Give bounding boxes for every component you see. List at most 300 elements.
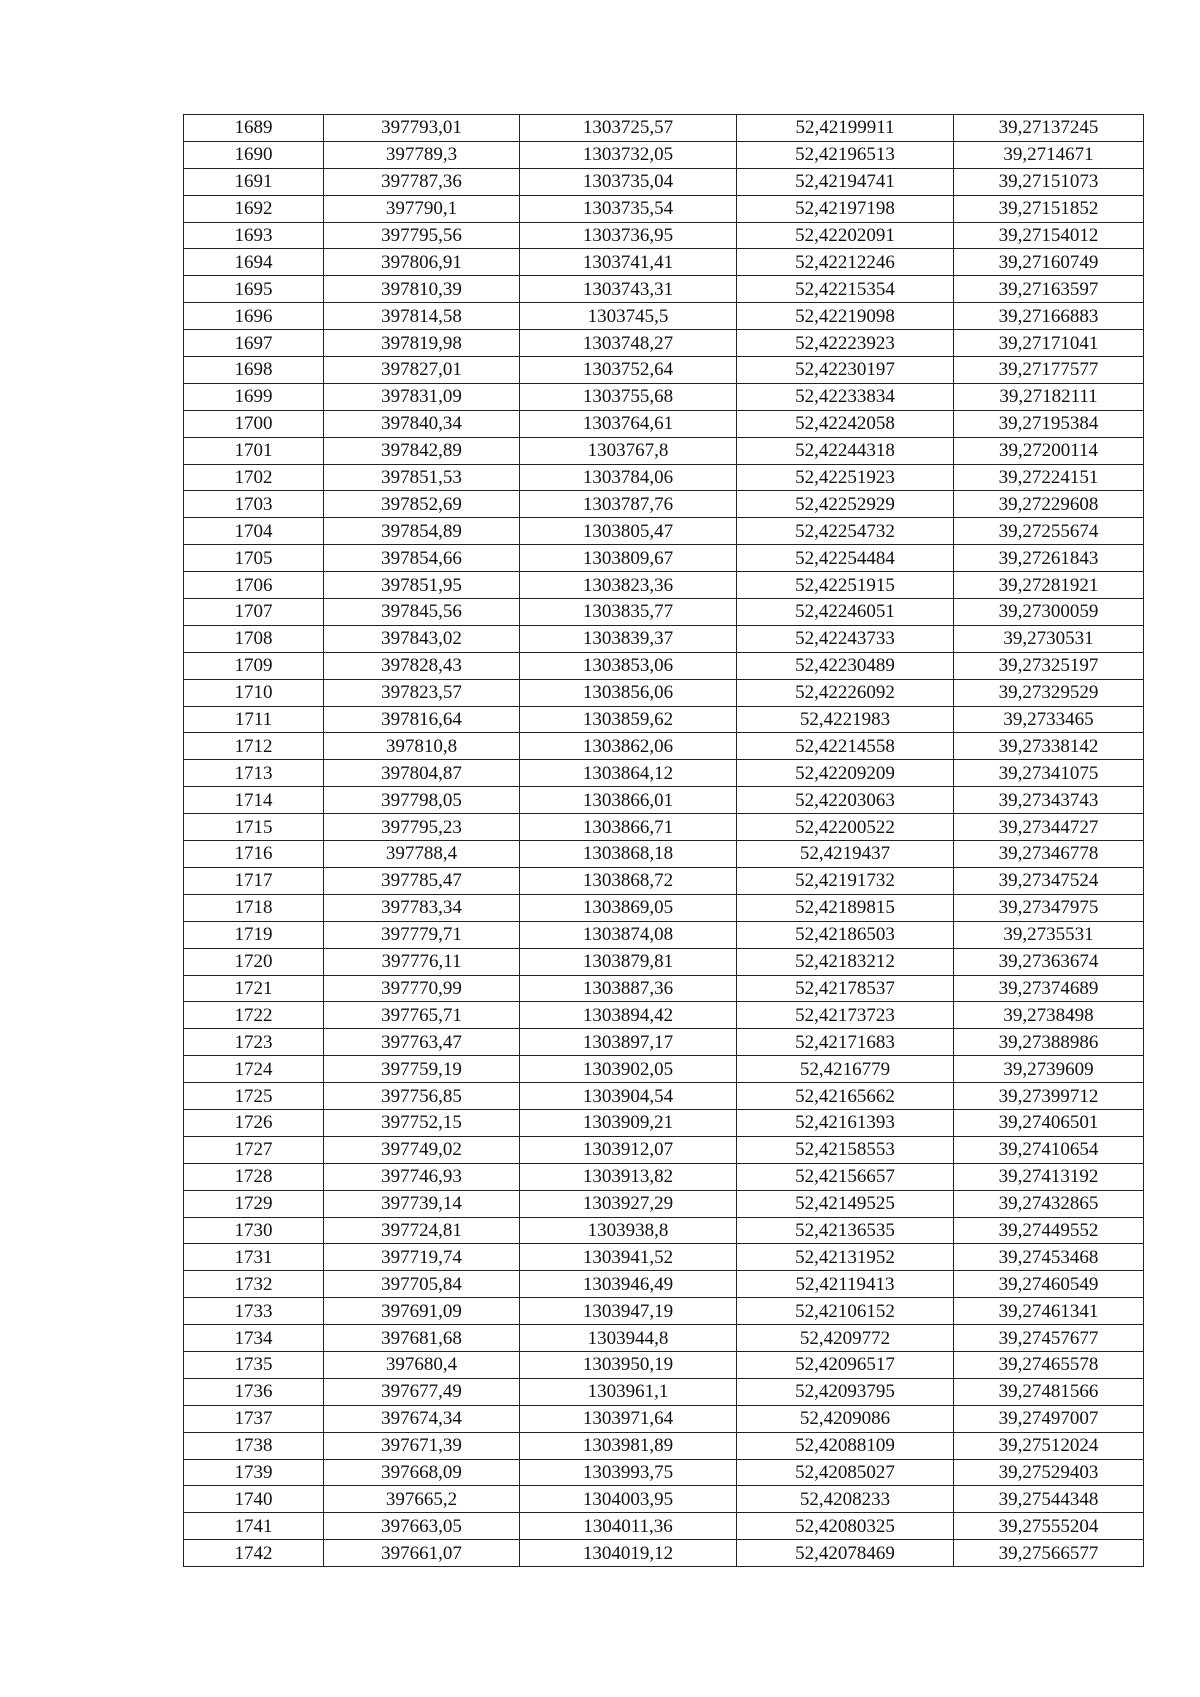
x-coordinate-cell: 397851,53	[324, 464, 520, 491]
x-coordinate-cell: 397746,93	[324, 1163, 520, 1190]
x-coordinate-cell: 397793,01	[324, 115, 520, 142]
table-row	[184, 1271, 1144, 1298]
table-row	[184, 1217, 1144, 1244]
longitude-cell: 39,27341075	[954, 760, 1144, 787]
table-row	[184, 222, 1144, 249]
longitude-cell: 39,27406501	[954, 1109, 1144, 1136]
latitude-cell: 52,42233834	[737, 383, 954, 410]
longitude-cell: 39,27343743	[954, 787, 1144, 814]
latitude-cell: 52,42078469	[737, 1540, 954, 1567]
table-row	[184, 518, 1144, 545]
table-row	[184, 491, 1144, 518]
table-row	[184, 652, 1144, 679]
y-coordinate-cell: 1303839,37	[520, 625, 737, 652]
point-number-cell: 1700	[184, 410, 324, 437]
longitude-cell: 39,27461341	[954, 1298, 1144, 1325]
latitude-cell: 52,42085027	[737, 1459, 954, 1486]
latitude-cell: 52,42183212	[737, 948, 954, 975]
longitude-cell: 39,27195384	[954, 410, 1144, 437]
x-coordinate-cell: 397705,84	[324, 1271, 520, 1298]
point-number-cell: 1694	[184, 249, 324, 276]
y-coordinate-cell: 1303764,61	[520, 410, 737, 437]
latitude-cell: 52,42226092	[737, 679, 954, 706]
y-coordinate-cell: 1303745,5	[520, 303, 737, 330]
latitude-cell: 52,42254732	[737, 518, 954, 545]
x-coordinate-cell: 397756,85	[324, 1083, 520, 1110]
point-number-cell: 1710	[184, 679, 324, 706]
y-coordinate-cell: 1304003,95	[520, 1486, 737, 1513]
latitude-cell: 52,4209772	[737, 1325, 954, 1352]
point-number-cell: 1737	[184, 1405, 324, 1432]
table-row	[184, 276, 1144, 303]
point-number-cell: 1714	[184, 787, 324, 814]
x-coordinate-cell: 397851,95	[324, 572, 520, 599]
x-coordinate-cell: 397788,4	[324, 841, 520, 868]
point-number-cell: 1704	[184, 518, 324, 545]
longitude-cell: 39,27432865	[954, 1190, 1144, 1217]
table-row	[184, 357, 1144, 384]
latitude-cell: 52,42088109	[737, 1432, 954, 1459]
latitude-cell: 52,42202091	[737, 222, 954, 249]
y-coordinate-cell: 1303787,76	[520, 491, 737, 518]
table-row	[184, 841, 1144, 868]
point-number-cell: 1740	[184, 1486, 324, 1513]
y-coordinate-cell: 1303961,1	[520, 1378, 737, 1405]
longitude-cell: 39,27413192	[954, 1163, 1144, 1190]
longitude-cell: 39,27261843	[954, 545, 1144, 572]
table-row	[184, 115, 1144, 142]
y-coordinate-cell: 1303950,19	[520, 1351, 737, 1378]
table-row	[184, 1513, 1144, 1540]
table-row	[184, 706, 1144, 733]
longitude-cell: 39,27566577	[954, 1540, 1144, 1567]
x-coordinate-cell: 397852,69	[324, 491, 520, 518]
point-number-cell: 1711	[184, 706, 324, 733]
y-coordinate-cell: 1303904,54	[520, 1083, 737, 1110]
x-coordinate-cell: 397854,89	[324, 518, 520, 545]
longitude-cell: 39,2739609	[954, 1056, 1144, 1083]
longitude-cell: 39,27346778	[954, 841, 1144, 868]
table-row	[184, 330, 1144, 357]
point-number-cell: 1702	[184, 464, 324, 491]
x-coordinate-cell: 397845,56	[324, 599, 520, 626]
x-coordinate-cell: 397785,47	[324, 867, 520, 894]
point-number-cell: 1739	[184, 1459, 324, 1486]
x-coordinate-cell: 397827,01	[324, 357, 520, 384]
latitude-cell: 52,42189815	[737, 894, 954, 921]
y-coordinate-cell: 1303909,21	[520, 1109, 737, 1136]
point-number-cell: 1692	[184, 195, 324, 222]
longitude-cell: 39,27347975	[954, 894, 1144, 921]
y-coordinate-cell: 1303736,95	[520, 222, 737, 249]
x-coordinate-cell: 397795,56	[324, 222, 520, 249]
y-coordinate-cell: 1304019,12	[520, 1540, 737, 1567]
x-coordinate-cell: 397776,11	[324, 948, 520, 975]
x-coordinate-cell: 397763,47	[324, 1029, 520, 1056]
latitude-cell: 52,42254484	[737, 545, 954, 572]
longitude-cell: 39,27497007	[954, 1405, 1144, 1432]
table-row	[184, 1029, 1144, 1056]
longitude-cell: 39,27457677	[954, 1325, 1144, 1352]
longitude-cell: 39,27151073	[954, 168, 1144, 195]
point-number-cell: 1698	[184, 357, 324, 384]
table-row	[184, 249, 1144, 276]
table-row	[184, 1002, 1144, 1029]
latitude-cell: 52,42197198	[737, 195, 954, 222]
point-number-cell: 1719	[184, 921, 324, 948]
latitude-cell: 52,42119413	[737, 1271, 954, 1298]
latitude-cell: 52,42209209	[737, 760, 954, 787]
point-number-cell: 1696	[184, 303, 324, 330]
table-row	[184, 1486, 1144, 1513]
point-number-cell: 1741	[184, 1513, 324, 1540]
point-number-cell: 1733	[184, 1298, 324, 1325]
point-number-cell: 1721	[184, 975, 324, 1002]
x-coordinate-cell: 397816,64	[324, 706, 520, 733]
point-number-cell: 1720	[184, 948, 324, 975]
latitude-cell: 52,42203063	[737, 787, 954, 814]
latitude-cell: 52,42080325	[737, 1513, 954, 1540]
y-coordinate-cell: 1303944,8	[520, 1325, 737, 1352]
table-row	[184, 1459, 1144, 1486]
y-coordinate-cell: 1303981,89	[520, 1432, 737, 1459]
latitude-cell: 52,42244318	[737, 437, 954, 464]
longitude-cell: 39,27255674	[954, 518, 1144, 545]
longitude-cell: 39,2733465	[954, 706, 1144, 733]
longitude-cell: 39,27460549	[954, 1271, 1144, 1298]
y-coordinate-cell: 1303755,68	[520, 383, 737, 410]
coordinates-table-body	[184, 115, 1144, 1567]
table-row	[184, 141, 1144, 168]
y-coordinate-cell: 1303866,01	[520, 787, 737, 814]
x-coordinate-cell: 397842,89	[324, 437, 520, 464]
y-coordinate-cell: 1303971,64	[520, 1405, 737, 1432]
longitude-cell: 39,27388986	[954, 1029, 1144, 1056]
latitude-cell: 52,42194741	[737, 168, 954, 195]
x-coordinate-cell: 397810,8	[324, 733, 520, 760]
table-row	[184, 1405, 1144, 1432]
longitude-cell: 39,27410654	[954, 1136, 1144, 1163]
table-row	[184, 599, 1144, 626]
x-coordinate-cell: 397674,34	[324, 1405, 520, 1432]
point-number-cell: 1712	[184, 733, 324, 760]
table-row	[184, 1378, 1144, 1405]
point-number-cell: 1722	[184, 1002, 324, 1029]
y-coordinate-cell: 1303784,06	[520, 464, 737, 491]
latitude-cell: 52,42214558	[737, 733, 954, 760]
y-coordinate-cell: 1303823,36	[520, 572, 737, 599]
latitude-cell: 52,42196513	[737, 141, 954, 168]
y-coordinate-cell: 1303725,57	[520, 115, 737, 142]
table-row	[184, 1190, 1144, 1217]
point-number-cell: 1691	[184, 168, 324, 195]
x-coordinate-cell: 397752,15	[324, 1109, 520, 1136]
y-coordinate-cell: 1303927,29	[520, 1190, 737, 1217]
table-row	[184, 679, 1144, 706]
x-coordinate-cell: 397724,81	[324, 1217, 520, 1244]
point-number-cell: 1736	[184, 1378, 324, 1405]
latitude-cell: 52,42230197	[737, 357, 954, 384]
latitude-cell: 52,42093795	[737, 1378, 954, 1405]
y-coordinate-cell: 1303947,19	[520, 1298, 737, 1325]
point-number-cell: 1695	[184, 276, 324, 303]
longitude-cell: 39,27166883	[954, 303, 1144, 330]
latitude-cell: 52,42212246	[737, 249, 954, 276]
longitude-cell: 39,2738498	[954, 1002, 1144, 1029]
y-coordinate-cell: 1303866,71	[520, 814, 737, 841]
longitude-cell: 39,27512024	[954, 1432, 1144, 1459]
y-coordinate-cell: 1303809,67	[520, 545, 737, 572]
longitude-cell: 39,2714671	[954, 141, 1144, 168]
x-coordinate-cell: 397661,07	[324, 1540, 520, 1567]
x-coordinate-cell: 397831,09	[324, 383, 520, 410]
longitude-cell: 39,27374689	[954, 975, 1144, 1002]
longitude-cell: 39,2730531	[954, 625, 1144, 652]
x-coordinate-cell: 397680,4	[324, 1351, 520, 1378]
table-row	[184, 814, 1144, 841]
y-coordinate-cell: 1303874,08	[520, 921, 737, 948]
x-coordinate-cell: 397814,58	[324, 303, 520, 330]
x-coordinate-cell: 397668,09	[324, 1459, 520, 1486]
y-coordinate-cell: 1303887,36	[520, 975, 737, 1002]
coordinates-table	[183, 114, 1144, 1567]
point-number-cell: 1728	[184, 1163, 324, 1190]
longitude-cell: 39,27449552	[954, 1217, 1144, 1244]
y-coordinate-cell: 1303741,41	[520, 249, 737, 276]
table-row	[184, 410, 1144, 437]
longitude-cell: 39,27163597	[954, 276, 1144, 303]
y-coordinate-cell: 1303767,8	[520, 437, 737, 464]
point-number-cell: 1723	[184, 1029, 324, 1056]
longitude-cell: 39,27300059	[954, 599, 1144, 626]
longitude-cell: 39,27200114	[954, 437, 1144, 464]
x-coordinate-cell: 397787,36	[324, 168, 520, 195]
table-row	[184, 1244, 1144, 1271]
table-row	[184, 1298, 1144, 1325]
y-coordinate-cell: 1303856,06	[520, 679, 737, 706]
latitude-cell: 52,42199911	[737, 115, 954, 142]
point-number-cell: 1713	[184, 760, 324, 787]
point-number-cell: 1707	[184, 599, 324, 626]
latitude-cell: 52,42186503	[737, 921, 954, 948]
latitude-cell: 52,42252929	[737, 491, 954, 518]
y-coordinate-cell: 1303752,64	[520, 357, 737, 384]
y-coordinate-cell: 1303894,42	[520, 1002, 737, 1029]
table-row	[184, 1136, 1144, 1163]
table-row	[184, 1325, 1144, 1352]
longitude-cell: 39,27399712	[954, 1083, 1144, 1110]
latitude-cell: 52,42219098	[737, 303, 954, 330]
x-coordinate-cell: 397823,57	[324, 679, 520, 706]
longitude-cell: 39,27363674	[954, 948, 1144, 975]
table-row	[184, 760, 1144, 787]
point-number-cell: 1729	[184, 1190, 324, 1217]
y-coordinate-cell: 1303897,17	[520, 1029, 737, 1056]
y-coordinate-cell: 1303859,62	[520, 706, 737, 733]
y-coordinate-cell: 1303732,05	[520, 141, 737, 168]
latitude-cell: 52,42215354	[737, 276, 954, 303]
x-coordinate-cell: 397671,39	[324, 1432, 520, 1459]
longitude-cell: 39,27344727	[954, 814, 1144, 841]
y-coordinate-cell: 1303993,75	[520, 1459, 737, 1486]
table-row	[184, 383, 1144, 410]
point-number-cell: 1697	[184, 330, 324, 357]
x-coordinate-cell: 397806,91	[324, 249, 520, 276]
table-row	[184, 437, 1144, 464]
table-row	[184, 1056, 1144, 1083]
latitude-cell: 52,42161393	[737, 1109, 954, 1136]
table-row	[184, 195, 1144, 222]
latitude-cell: 52,42106152	[737, 1298, 954, 1325]
y-coordinate-cell: 1303879,81	[520, 948, 737, 975]
x-coordinate-cell: 397663,05	[324, 1513, 520, 1540]
x-coordinate-cell: 397759,19	[324, 1056, 520, 1083]
longitude-cell: 39,27338142	[954, 733, 1144, 760]
x-coordinate-cell: 397804,87	[324, 760, 520, 787]
latitude-cell: 52,42251915	[737, 572, 954, 599]
x-coordinate-cell: 397749,02	[324, 1136, 520, 1163]
latitude-cell: 52,42096517	[737, 1351, 954, 1378]
point-number-cell: 1709	[184, 652, 324, 679]
point-number-cell: 1730	[184, 1217, 324, 1244]
longitude-cell: 39,27229608	[954, 491, 1144, 518]
latitude-cell: 52,42178537	[737, 975, 954, 1002]
point-number-cell: 1715	[184, 814, 324, 841]
point-number-cell: 1693	[184, 222, 324, 249]
longitude-cell: 39,27171041	[954, 330, 1144, 357]
longitude-cell: 39,27281921	[954, 572, 1144, 599]
x-coordinate-cell: 397840,34	[324, 410, 520, 437]
y-coordinate-cell: 1303748,27	[520, 330, 737, 357]
point-number-cell: 1742	[184, 1540, 324, 1567]
x-coordinate-cell: 397789,3	[324, 141, 520, 168]
point-number-cell: 1699	[184, 383, 324, 410]
table-row	[184, 572, 1144, 599]
y-coordinate-cell: 1303835,77	[520, 599, 737, 626]
latitude-cell: 52,42173723	[737, 1002, 954, 1029]
table-row	[184, 545, 1144, 572]
longitude-cell: 39,27347524	[954, 867, 1144, 894]
x-coordinate-cell: 397790,1	[324, 195, 520, 222]
x-coordinate-cell: 397854,66	[324, 545, 520, 572]
x-coordinate-cell: 397765,71	[324, 1002, 520, 1029]
point-number-cell: 1731	[184, 1244, 324, 1271]
latitude-cell: 52,42230489	[737, 652, 954, 679]
latitude-cell: 52,42246051	[737, 599, 954, 626]
x-coordinate-cell: 397739,14	[324, 1190, 520, 1217]
x-coordinate-cell: 397810,39	[324, 276, 520, 303]
longitude-cell: 39,27224151	[954, 464, 1144, 491]
longitude-cell: 39,27154012	[954, 222, 1144, 249]
latitude-cell: 52,42131952	[737, 1244, 954, 1271]
y-coordinate-cell: 1303902,05	[520, 1056, 737, 1083]
longitude-cell: 39,2735531	[954, 921, 1144, 948]
latitude-cell: 52,42223923	[737, 330, 954, 357]
x-coordinate-cell: 397665,2	[324, 1486, 520, 1513]
point-number-cell: 1735	[184, 1351, 324, 1378]
table-row	[184, 894, 1144, 921]
table-row	[184, 1163, 1144, 1190]
y-coordinate-cell: 1304011,36	[520, 1513, 737, 1540]
latitude-cell: 52,4208233	[737, 1486, 954, 1513]
latitude-cell: 52,42149525	[737, 1190, 954, 1217]
point-number-cell: 1724	[184, 1056, 324, 1083]
latitude-cell: 52,42191732	[737, 867, 954, 894]
y-coordinate-cell: 1303853,06	[520, 652, 737, 679]
longitude-cell: 39,27182111	[954, 383, 1144, 410]
longitude-cell: 39,27329529	[954, 679, 1144, 706]
y-coordinate-cell: 1303743,31	[520, 276, 737, 303]
x-coordinate-cell: 397819,98	[324, 330, 520, 357]
table-row	[184, 1432, 1144, 1459]
table-row	[184, 303, 1144, 330]
x-coordinate-cell: 397798,05	[324, 787, 520, 814]
point-number-cell: 1705	[184, 545, 324, 572]
point-number-cell: 1725	[184, 1083, 324, 1110]
latitude-cell: 52,42136535	[737, 1217, 954, 1244]
y-coordinate-cell: 1303735,04	[520, 168, 737, 195]
x-coordinate-cell: 397795,23	[324, 814, 520, 841]
x-coordinate-cell: 397843,02	[324, 625, 520, 652]
y-coordinate-cell: 1303868,18	[520, 841, 737, 868]
latitude-cell: 52,42156657	[737, 1163, 954, 1190]
latitude-cell: 52,4219437	[737, 841, 954, 868]
longitude-cell: 39,27453468	[954, 1244, 1144, 1271]
y-coordinate-cell: 1303941,52	[520, 1244, 737, 1271]
latitude-cell: 52,42251923	[737, 464, 954, 491]
table-row	[184, 867, 1144, 894]
point-number-cell: 1716	[184, 841, 324, 868]
x-coordinate-cell: 397677,49	[324, 1378, 520, 1405]
point-number-cell: 1690	[184, 141, 324, 168]
y-coordinate-cell: 1303938,8	[520, 1217, 737, 1244]
latitude-cell: 52,42243733	[737, 625, 954, 652]
point-number-cell: 1689	[184, 115, 324, 142]
table-row	[184, 975, 1144, 1002]
longitude-cell: 39,27137245	[954, 115, 1144, 142]
latitude-cell: 52,4209086	[737, 1405, 954, 1432]
table-row	[184, 1109, 1144, 1136]
latitude-cell: 52,42165662	[737, 1083, 954, 1110]
longitude-cell: 39,27465578	[954, 1351, 1144, 1378]
table-row	[184, 948, 1144, 975]
latitude-cell: 52,42158553	[737, 1136, 954, 1163]
x-coordinate-cell: 397783,34	[324, 894, 520, 921]
x-coordinate-cell: 397828,43	[324, 652, 520, 679]
point-number-cell: 1732	[184, 1271, 324, 1298]
table-row	[184, 625, 1144, 652]
x-coordinate-cell: 397681,68	[324, 1325, 520, 1352]
y-coordinate-cell: 1303913,82	[520, 1163, 737, 1190]
point-number-cell: 1738	[184, 1432, 324, 1459]
point-number-cell: 1718	[184, 894, 324, 921]
point-number-cell: 1727	[184, 1136, 324, 1163]
point-number-cell: 1734	[184, 1325, 324, 1352]
y-coordinate-cell: 1303805,47	[520, 518, 737, 545]
table-row	[184, 168, 1144, 195]
y-coordinate-cell: 1303862,06	[520, 733, 737, 760]
longitude-cell: 39,27544348	[954, 1486, 1144, 1513]
longitude-cell: 39,27151852	[954, 195, 1144, 222]
x-coordinate-cell: 397691,09	[324, 1298, 520, 1325]
table-row	[184, 921, 1144, 948]
x-coordinate-cell: 397719,74	[324, 1244, 520, 1271]
table-row	[184, 733, 1144, 760]
y-coordinate-cell: 1303864,12	[520, 760, 737, 787]
longitude-cell: 39,27529403	[954, 1459, 1144, 1486]
longitude-cell: 39,27325197	[954, 652, 1144, 679]
point-number-cell: 1706	[184, 572, 324, 599]
